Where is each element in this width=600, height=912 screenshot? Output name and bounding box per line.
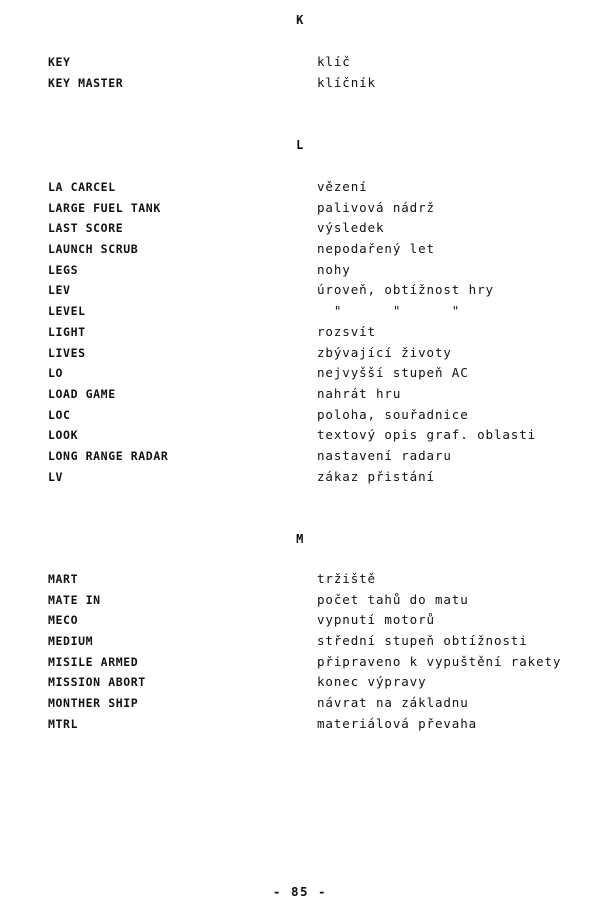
section-letter-m: M [296, 532, 304, 546]
translation: konec výpravy [317, 674, 427, 690]
translation: nepodařený let [317, 241, 435, 257]
term: LA CARCEL [48, 180, 116, 194]
glossary-row [0, 467, 600, 488]
glossary-row [0, 280, 600, 301]
term: LOAD GAME [48, 386, 116, 401]
translation: návrat na základnu [317, 695, 469, 711]
translation: vypnutí motorů [317, 612, 435, 628]
page-number: - 85 - [272, 884, 328, 899]
glossary-row [0, 322, 600, 343]
glossary-row [0, 260, 600, 281]
glossary-row [0, 405, 600, 426]
glossary-row [0, 652, 600, 673]
translation: nohy [317, 261, 351, 277]
term: MATE IN [48, 592, 101, 607]
glossary-row [0, 363, 600, 384]
term: LV [48, 469, 64, 484]
translation: vězení [317, 179, 368, 194]
term: MONTHER SHIP [48, 696, 139, 711]
translation: palivová nádrž [317, 199, 435, 215]
translation: počet tahů do matu [317, 591, 469, 607]
term: LEVEL [48, 304, 86, 319]
glossary-row [0, 569, 600, 590]
term: MISILE ARMED [48, 654, 139, 669]
term: LONG RANGE RADAR [48, 448, 169, 463]
translation: zákaz přistání [317, 468, 435, 484]
translation: připraveno k vypuštění rakety [317, 653, 562, 669]
term: LAUNCH SCRUB [48, 242, 139, 257]
translation: nastavení radaru [317, 447, 452, 463]
glossary-row [0, 610, 600, 631]
glossary-row [0, 73, 600, 94]
glossary-row [0, 693, 600, 714]
translation: poloha, souřadnice [317, 406, 469, 422]
glossary-row [0, 239, 600, 260]
term: LEGS [48, 262, 79, 277]
ditto-translation: " " " [317, 303, 461, 319]
translation: zbývající životy [317, 344, 452, 360]
glossary-row [0, 425, 600, 446]
translation: nejvyšší stupeň AC [317, 365, 469, 381]
glossary-row [0, 177, 600, 198]
glossary-row [0, 631, 600, 652]
glossary-row [0, 218, 600, 239]
section-m [0, 569, 600, 735]
glossary-row [0, 301, 600, 322]
glossary-row [0, 714, 600, 735]
term: LAST SCORE [48, 221, 124, 236]
translation: textový opis graf. oblasti [317, 427, 537, 443]
translation: tržiště [317, 571, 376, 586]
translation: klíčník [317, 74, 376, 90]
term: LEV [48, 283, 71, 298]
translation: výsledek [317, 220, 385, 236]
term: LOC [48, 407, 71, 422]
glossary-row [0, 672, 600, 693]
term: MISSION ABORT [48, 675, 146, 690]
term: LO [48, 366, 64, 381]
term: KEY [48, 55, 71, 69]
section-letter-k: K [296, 13, 304, 27]
glossary-row [0, 446, 600, 467]
translation: materiálová převaha [317, 715, 478, 731]
section-l [0, 177, 600, 487]
term: KEY MASTER [48, 75, 124, 90]
term: LOOK [48, 428, 79, 443]
glossary-row [0, 52, 600, 73]
glossary-row [0, 343, 600, 364]
glossary-row [0, 198, 600, 219]
translation: úroveň, obtížnost hry [317, 282, 494, 298]
translation: střední stupeň obtížnosti [317, 633, 528, 649]
section-k [0, 52, 600, 93]
term: LARGE FUEL TANK [48, 200, 161, 215]
term: MECO [48, 613, 79, 628]
glossary-row [0, 384, 600, 405]
term: MEDIUM [48, 634, 94, 649]
translation: rozsvít [317, 323, 376, 339]
term: LIVES [48, 345, 86, 360]
term: MART [48, 572, 79, 586]
term: MTRL [48, 716, 79, 731]
glossary-row [0, 590, 600, 611]
section-letter-l: L [296, 138, 304, 152]
term: LIGHT [48, 324, 86, 339]
translation: nahrát hru [317, 385, 402, 401]
translation: klíč [317, 54, 351, 69]
